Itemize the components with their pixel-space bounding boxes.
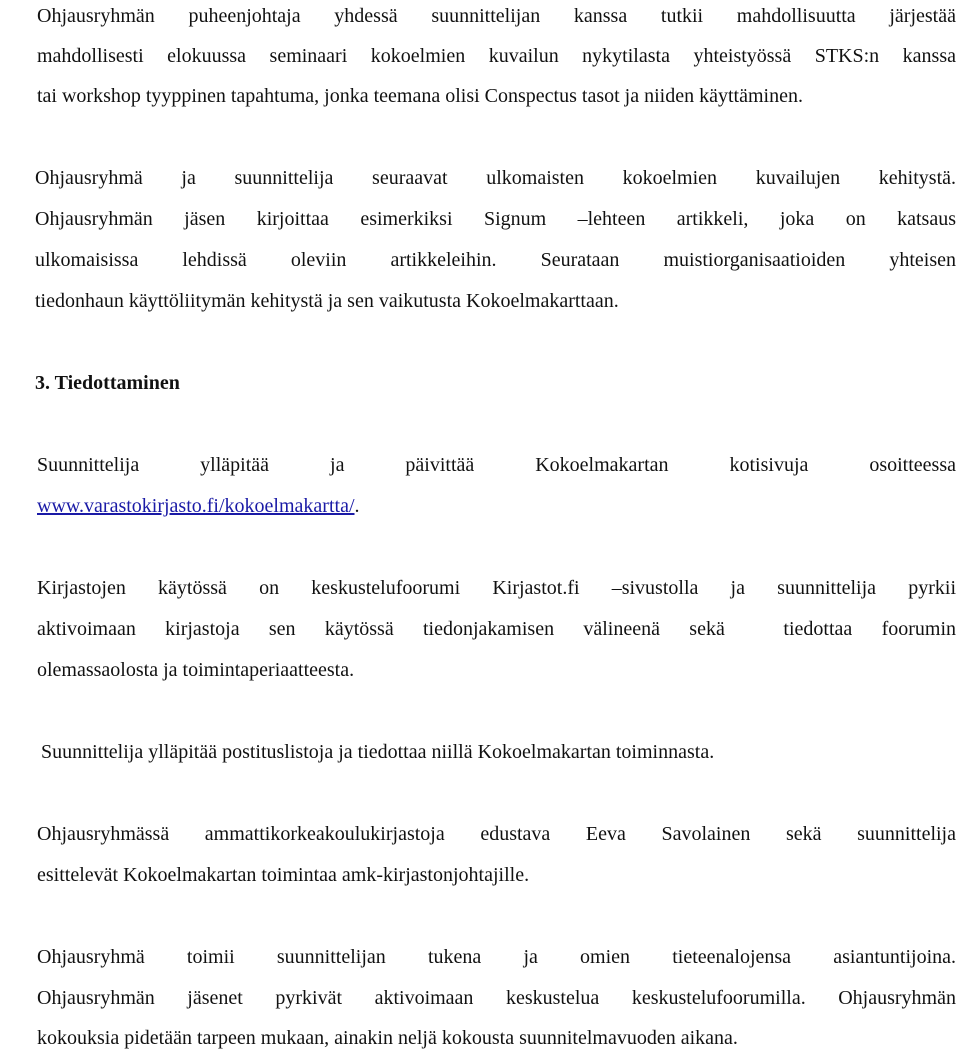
paragraph-3-line-1: Suunnittelija ylläpitää ja päivittää Kokoelmakartan kotisivuja osoitteessa xyxy=(37,454,956,476)
paragraph-2-line-1: Ohjausryhmä ja suunnittelija seuraavat ulkomaisten kokoelmien kuvailujen kehitystä. xyxy=(35,167,956,189)
paragraph-2-line-4: tiedonhaun käyttöliitymän kehitystä ja sen vaikutusta Kokoelmakarttaan. xyxy=(35,290,619,312)
link-period: . xyxy=(354,495,360,517)
paragraph-7-line-3: kokouksia pidetään tarpeen mukaan, ainakin neljä kokousta suunnitelmavuoden aikana. xyxy=(37,1027,738,1049)
paragraph-1-line-3: tai workshop tyyppinen tapahtuma, jonka teemana olisi Conspectus tasot ja niiden käyttäminen. xyxy=(37,85,803,107)
paragraph-4-line-2: aktivoimaan kirjastoja sen käytössä tiedonjakamisen välineenä sekä tiedottaa foorumin xyxy=(37,618,956,640)
paragraph-2-line-2: Ohjausryhmän jäsen kirjoittaa esimerkiksi Signum –lehteen artikkeli, joka on katsaus xyxy=(35,208,956,230)
paragraph-7-line-2: Ohjausryhmän jäsenet pyrkivät aktivoimaan keskustelua keskustelufoorumilla. Ohjausryhmän xyxy=(37,987,956,1009)
paragraph-2-line-3: ulkomaisissa lehdissä oleviin artikkeleihin. Seurataan muistiorganisaatioiden yhteisen xyxy=(35,249,956,271)
section-heading: 3. Tiedottaminen xyxy=(35,372,180,394)
paragraph-7-line-1: Ohjausryhmä toimii suunnittelijan tukena ja omien tieteenalojensa asiantuntijoina. xyxy=(37,946,956,968)
paragraph-4-line-1: Kirjastojen käytössä on keskustelufoorumi Kirjastot.fi –sivustolla ja suunnittelija pyrkii xyxy=(37,577,956,599)
paragraph-4-line-3: olemassaolosta ja toimintaperiaatteesta. xyxy=(37,659,355,681)
homepage-link[interactable]: www.varastokirjasto.fi/kokoelmakartta/ xyxy=(37,495,355,517)
paragraph-6-line-1: Ohjausryhmässä ammattikorkeakoulukirjastoja edustava Eeva Savolainen sekä suunnittelija xyxy=(37,823,956,845)
paragraph-1-line-2: mahdollisesti elokuussa seminaari kokoelmien kuvailun nykytilasta yhteistyössä STKS:n kanssa xyxy=(37,45,956,67)
paragraph-1-line-1: Ohjausryhmän puheenjohtaja yhdessä suunnittelijan kanssa tutkii mahdollisuutta järjestää xyxy=(37,5,956,27)
paragraph-6-line-2: esittelevät Kokoelmakartan toimintaa amk-kirjastonjohtajille. xyxy=(37,864,530,886)
paragraph-5-line-1: Suunnittelija ylläpitää postituslistoja ja tiedottaa niillä Kokoelmakartan toiminnasta. xyxy=(41,741,715,763)
paragraph-3-line-2 xyxy=(37,494,956,518)
